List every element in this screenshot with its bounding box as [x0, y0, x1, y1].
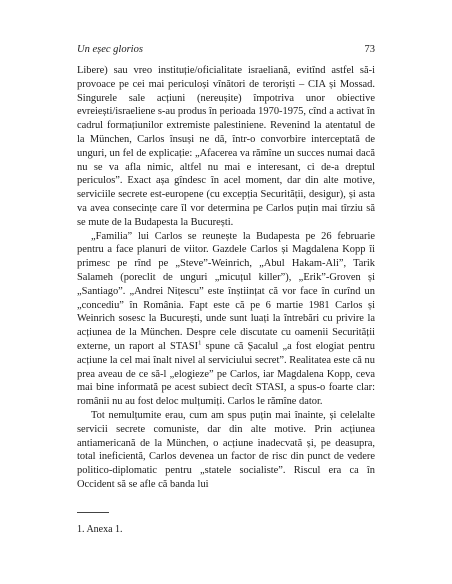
footnote: 1. Anexa 1.	[77, 524, 123, 535]
paragraph-1: Libere) sau vreo instituție/oficialitate israeliană, evitînd astfel să-i provoace pe cei mai periculoși vînători de teroriști – CIA și Mossad. Singurele sale acțiuni (nereușite) împotriva unor obiective evreiești/israeliene s-au produs în perioada 1970-1975, cînd a activat în cadrul formațiunilor extremiste palestiniene. Revenind la atentatul de la München, Carlos însuși ne dă, într-o convorbire interceptată de unguri, un fel de explicație: „Afacerea va rămîne un succes numai dacă nu se va afla nimic, altfel nu mai e interesant, ci de-a dreptul periculos”. Exact așa gîndesc în acel moment, dar din alte motive, serviciile secrete est-europene (cu excepția Securității, desigur), și asta va avea consecințe care îl vor determina pe Carlos puțin mai tîrziu să se mute de la Budapesta la București.	[77, 65, 375, 228]
paragraph-2-part-2: spune că Șacalul „a fost elogiat pentru acțiune la cel mai înalt nivel al serviciului secret”. Realitatea este că nu prea aveau de ce să-l „elogieze” pe Carlos, iar Magdalena Kopp, ceva mai bine informată pe acest subiect decît STASI, a spus-o foarte clar: românii nu au fost deloc mulțumiți. Carlos le rămîne dator.	[77, 340, 376, 408]
running-header	[77, 44, 375, 55]
footnote-separator	[77, 512, 109, 513]
paragraph-2	[77, 230, 375, 409]
running-title: Un eșec glorios	[77, 44, 143, 55]
paragraph-3: Tot nemulțumite erau, cum am spus puțin mai înainte, și celelalte servicii secrete comuniste, dar din alte motive. Prin acțiunea antiamericană de la München, o acțiune inadecvată și, pe deasupra, total ineficientă, Carlos devenea un factor de risc din punct de vedere politico-diplomatic pentru „statele socialiste”. Riscul era ca în Occident să se afle că banda lui	[77, 409, 375, 490]
body-text	[77, 64, 375, 492]
footnote-reference: 1	[198, 339, 202, 347]
paragraph-2-part-1: „Familia” lui Carlos se reunește la Budapesta pe 26 februarie pentru a face planuri de viitor. Gazdele Carlos și Magdalena Kopp îi primesc pe rînd pe „Steve”-Weinrich, „Abul Hakam-Ali”, Tarik Salameh (poreclit de unguri „micuțul killer”), „Erik”-Groven și „Santiago”. „Andrei Nițescu” este înștiințat că vor face în curînd un „concediu” în România. Fapt este că pe 6 martie 1981 Carlos și Weinrich sosesc la București, unde sunt luați la întrebări cu privire la acțiunea de la München. Despre cele discutate cu oamenii Securității externe, un raport al STASI	[77, 230, 375, 352]
page-number: 73	[364, 44, 375, 55]
